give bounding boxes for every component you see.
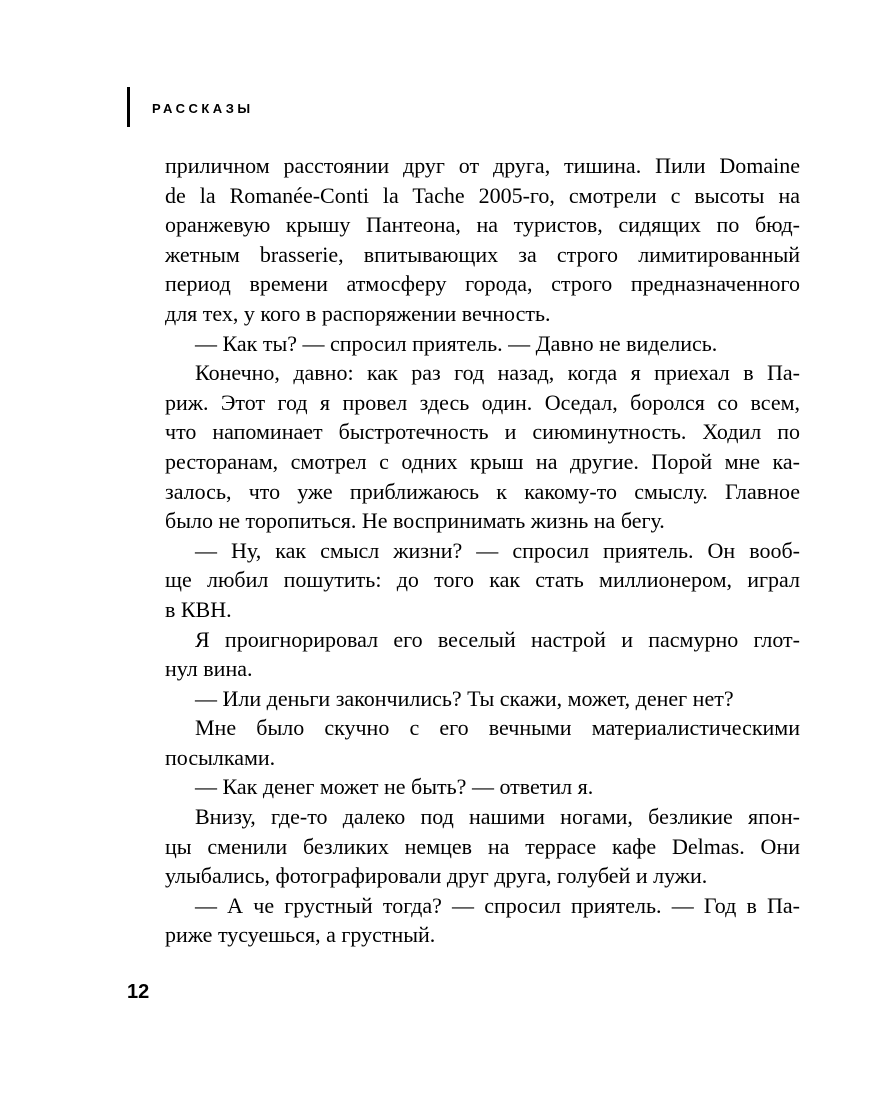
text-line: что напоминает быстротечность и сиюминутность. Ходил по bbox=[165, 419, 800, 445]
text-line: посылками. bbox=[165, 744, 276, 770]
text-line: для тех, у кого в распоряжении вечность. bbox=[165, 300, 551, 326]
text-line: было не торопиться. Не воспринимать жизнь на бегу. bbox=[165, 508, 665, 534]
text-line: ресторанам, смотрел с одних крыш на другие. Порой мне ка- bbox=[165, 448, 800, 474]
text-line: период времени атмосферу города, строго предназначенного bbox=[165, 271, 800, 297]
text-line: — Как ты? — спросил приятель. — Давно не виделись. bbox=[195, 330, 718, 356]
text-line: залось, что уже приближаюсь к какому-то смыслу. Главное bbox=[165, 478, 800, 504]
paragraph bbox=[165, 802, 800, 891]
text-line: — Как денег может не быть? — ответил я. bbox=[195, 774, 594, 800]
running-head bbox=[127, 87, 254, 127]
paragraph bbox=[165, 329, 800, 359]
text-line: улыбались, фотографировали друг друга, голубей и лужи. bbox=[165, 863, 708, 889]
paragraph bbox=[165, 684, 800, 714]
text-line: Конечно, давно: как раз год назад, когда я приехал в Па- bbox=[195, 360, 800, 386]
paragraph bbox=[165, 151, 800, 329]
page-body bbox=[165, 151, 800, 950]
paragraph bbox=[165, 536, 800, 625]
page-number: 12 bbox=[127, 981, 150, 1003]
text-line: приличном расстоянии друг от друга, тишина. Пили Domaine bbox=[165, 153, 800, 178]
running-head-title: РАССКАЗЫ bbox=[152, 100, 254, 116]
text-line: ще любил пошутить: до того как стать миллионером, играл bbox=[165, 567, 800, 593]
text-line: цы сменили безликих немцев на террасе кафе Delmas. Они bbox=[165, 833, 800, 859]
paragraph bbox=[165, 358, 800, 536]
text-line: жетным brasserie, впитывающих за строго лимитированный bbox=[165, 241, 800, 267]
text-line: — Ну, как смысл жизни? — спросил приятель. Он вооб- bbox=[195, 537, 800, 563]
text-line: — А че грустный тогда? — спросил приятель. — Год в Па- bbox=[195, 892, 800, 918]
text-line: Внизу, где-то далеко под нашими ногами, безликие япон- bbox=[195, 804, 800, 830]
header-rule bbox=[127, 87, 130, 127]
paragraph bbox=[165, 713, 800, 772]
text-line: Мне было скучно с его вечными материалистическими bbox=[195, 715, 800, 741]
text-line: оранжевую крышу Пантеона, на туристов, сидящих по бюд- bbox=[165, 212, 800, 238]
text-line: в КВН. bbox=[165, 596, 232, 622]
text-line: — Или деньги закончились? Ты скажи, может, денег нет? bbox=[195, 685, 734, 711]
text-line: риже тусуешься, а грустный. bbox=[165, 922, 436, 948]
paragraph bbox=[165, 625, 800, 684]
paragraph bbox=[165, 772, 800, 802]
text-line: риж. Этот год я провел здесь один. Оседал, боролся со всем, bbox=[165, 389, 800, 415]
text-line: нул вина. bbox=[165, 656, 253, 682]
text-line: Я проигнорировал его веселый настрой и пасмурно глот- bbox=[195, 626, 800, 652]
paragraph bbox=[165, 891, 800, 950]
text-line: de la Romanée-Conti la Tache 2005-го, смотрели с высоты на bbox=[165, 182, 800, 208]
